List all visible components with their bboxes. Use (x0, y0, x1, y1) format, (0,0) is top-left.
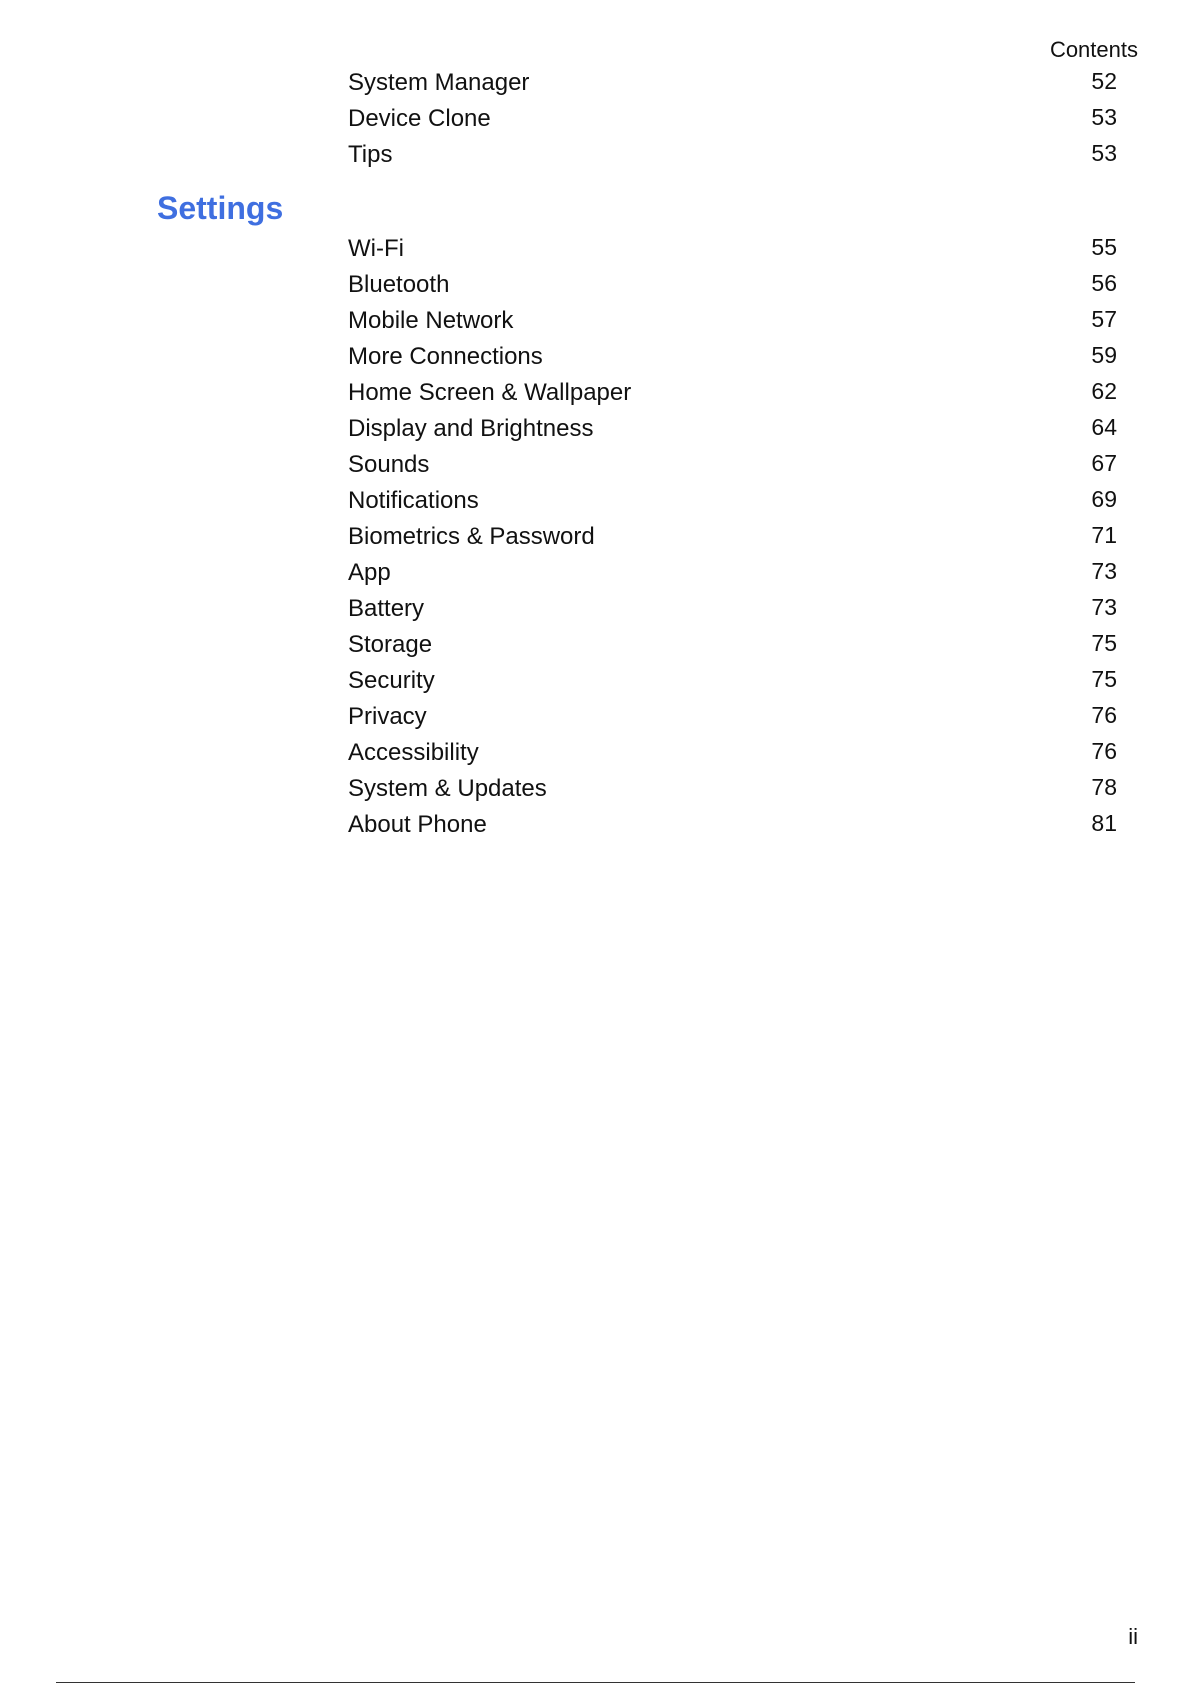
toc-entry-display-brightness[interactable] (348, 414, 1117, 444)
toc-entry-accessibility[interactable] (348, 738, 1117, 768)
toc-entry-title: More Connections (348, 343, 543, 370)
toc-entry-title: System Manager (348, 69, 530, 96)
toc-entry-title: Battery (348, 595, 425, 622)
toc-entry-title: App (348, 559, 391, 586)
footer-divider (56, 1682, 1135, 1683)
toc-entry-title: Mobile Network (348, 307, 514, 334)
toc-entry-title: Storage (348, 631, 433, 658)
toc-entry-page: 62 (1091, 378, 1117, 404)
toc-entry-biometrics-password[interactable] (348, 522, 1117, 552)
toc-entry-title: Display and Brightness (348, 415, 594, 442)
toc-entry-page: 53 (1091, 140, 1117, 166)
toc-entry-page: 69 (1091, 486, 1117, 512)
toc-entry-page: 53 (1091, 104, 1117, 130)
toc-entry-page: 64 (1091, 414, 1117, 440)
toc-entry-title: Notifications (348, 487, 479, 514)
toc-entry-sounds[interactable] (348, 450, 1117, 480)
toc-entry-title: Home Screen & Wallpaper (348, 379, 632, 406)
toc-entry-title: Biometrics & Password (348, 523, 595, 550)
toc-entry-page: 76 (1091, 738, 1117, 764)
toc-entry-more-connections[interactable] (348, 342, 1117, 372)
toc-entry-privacy[interactable] (348, 702, 1117, 732)
page-number: ii (1128, 1624, 1138, 1649)
toc-entry-page: 67 (1091, 450, 1117, 476)
toc-entry-page: 52 (1091, 68, 1117, 94)
toc-entry-page: 55 (1091, 234, 1117, 260)
toc-entry-page: 71 (1091, 522, 1117, 548)
toc-entry-bluetooth[interactable] (348, 270, 1117, 300)
toc-entry-app[interactable] (348, 558, 1117, 588)
toc-entry-title: Security (348, 667, 435, 694)
toc-entry-page: 78 (1091, 774, 1117, 800)
toc-entry-device-clone[interactable] (348, 104, 1117, 134)
toc-entry-wifi[interactable] (348, 234, 1117, 264)
toc-entry-battery[interactable] (348, 594, 1117, 624)
toc-entry-about-phone[interactable] (348, 810, 1117, 840)
toc-entry-page: 73 (1091, 594, 1117, 620)
toc-entry-title: Sounds (348, 451, 430, 478)
toc-entry-title: Privacy (348, 703, 427, 730)
toc-entry-security[interactable] (348, 666, 1117, 696)
toc-entry-title: Tips (348, 141, 393, 168)
toc-entry-page: 73 (1091, 558, 1117, 584)
toc-entry-page: 56 (1091, 270, 1117, 296)
toc-entry-title: About Phone (348, 811, 487, 838)
running-header: Contents (1049, 37, 1138, 62)
toc-entry-page: 81 (1091, 810, 1117, 836)
toc-entry-storage[interactable] (348, 630, 1117, 660)
toc-entry-title: Device Clone (348, 105, 491, 132)
toc-entry-page: 59 (1091, 342, 1117, 368)
toc-entry-page: 75 (1091, 666, 1117, 692)
section-heading-settings[interactable]: Settings (157, 190, 284, 226)
toc-entry-title: System & Updates (348, 775, 547, 802)
toc-entry-mobile-network[interactable] (348, 306, 1117, 336)
toc-entry-title: Accessibility (348, 739, 479, 766)
toc-entry-tips[interactable] (348, 140, 1117, 170)
toc-entry-title: Bluetooth (348, 271, 450, 298)
toc-entry-notifications[interactable] (348, 486, 1117, 516)
toc-entry-system-manager[interactable] (348, 68, 1117, 98)
toc-entry-home-screen-wallpaper[interactable] (348, 378, 1117, 408)
toc-entry-page: 75 (1091, 630, 1117, 656)
toc-entry-title: Wi-Fi (348, 235, 404, 262)
toc-entry-page: 76 (1091, 702, 1117, 728)
toc-entry-system-updates[interactable] (348, 774, 1117, 804)
toc-entry-page: 57 (1091, 306, 1117, 332)
